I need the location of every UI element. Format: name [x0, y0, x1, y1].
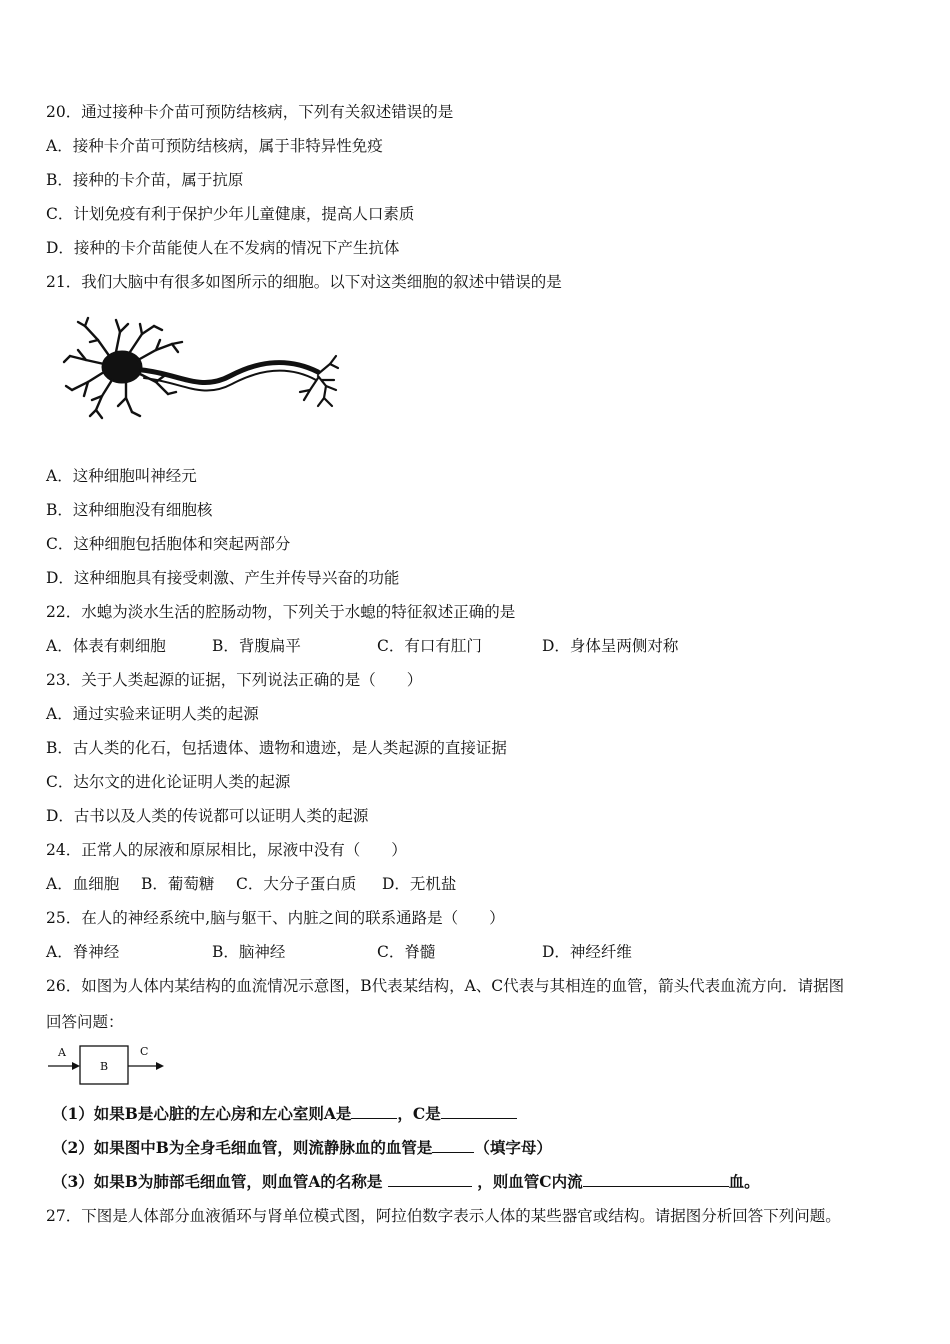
q24-option-a[interactable]: A．血细胞 — [46, 875, 120, 893]
q25-option-d[interactable]: D．神经纤维 — [542, 943, 632, 961]
q23-option-b[interactable]: B．古人类的化石，包括遗体、遗物和遗迹，是人类起源的直接证据 — [46, 739, 507, 757]
q26-sub1-blank-c[interactable] — [441, 1104, 517, 1119]
q26-stem-line2: 回答问题： — [46, 1013, 124, 1031]
q27-stem: 27．下图是人体部分血液循环与肾单位模式图，阿拉伯数字表示人体的某些器官或结构。请据图分析回答下列问题。 — [46, 1207, 841, 1225]
q21-option-c[interactable]: C．这种细胞包括胞体和突起两部分 — [46, 535, 291, 553]
q22-options-row — [46, 636, 906, 656]
q26-sub3-blank-c[interactable] — [583, 1172, 729, 1187]
q21-option-a[interactable]: A．这种细胞叫神经元 — [46, 467, 197, 485]
q24-stem: 24．正常人的尿液和原尿相比，尿液中没有（ ） — [46, 841, 407, 859]
q21-option-d[interactable]: D．这种细胞具有接受刺激、产生并传导兴奋的功能 — [46, 569, 400, 587]
q24-option-d[interactable]: D．无机盐 — [382, 875, 457, 893]
arrow-c-head — [156, 1062, 164, 1070]
q24-option-b[interactable]: B．葡萄糖 — [141, 875, 215, 893]
q24-options-row — [46, 874, 906, 894]
q20-option-d[interactable]: D．接种的卡介苗能使人在不发病的情况下产生抗体 — [46, 239, 400, 257]
q21-option-b[interactable]: B．这种细胞没有细胞核 — [46, 501, 213, 519]
q26-sub3 — [52, 1172, 760, 1192]
q26-sub3-middle: ，则血管C内流 — [477, 1172, 583, 1191]
q22-option-d[interactable]: D．身体呈两侧对称 — [542, 637, 679, 655]
q24-option-c[interactable]: C．大分子蛋白质 — [236, 875, 357, 893]
q26-sub1-prefix: （1）如果B是心脏的左心房和左心室则A是 — [52, 1104, 352, 1123]
q22-stem: 22．水螅为淡水生活的腔肠动物，下列关于水螅的特征叙述正确的是 — [46, 603, 516, 621]
q26-sub3-suffix: 血。 — [728, 1172, 760, 1191]
q22-option-b[interactable]: B．背腹扁平 — [212, 637, 301, 655]
q26-sub2-suffix: （填字母） — [474, 1138, 552, 1157]
q25-option-a[interactable]: A．脊神经 — [46, 943, 120, 961]
q23-option-a[interactable]: A．通过实验来证明人类的起源 — [46, 705, 259, 723]
q25-stem: 25．在人的神经系统中,脑与躯干、内脏之间的联系通路是（ ） — [46, 909, 505, 927]
blood-flow-diagram — [46, 1040, 171, 1090]
neuron-figure — [60, 312, 350, 432]
label-b: B — [100, 1060, 109, 1073]
q23-option-c[interactable]: C．达尔文的进化论证明人类的起源 — [46, 773, 291, 791]
arrow-a-head — [72, 1062, 80, 1070]
q20-option-c[interactable]: C．计划免疫有利于保护少年儿童健康，提高人口素质 — [46, 205, 415, 223]
q23-option-d[interactable]: D．古书以及人类的传说都可以证明人类的起源 — [46, 807, 369, 825]
label-a: A — [58, 1046, 66, 1059]
q25-option-c[interactable]: C．脊髓 — [377, 943, 436, 961]
q20-option-b[interactable]: B．接种的卡介苗，属于抗原 — [46, 171, 244, 189]
q20-stem: 20．通过接种卡介苗可预防结核病，下列有关叙述错误的是 — [46, 103, 454, 121]
q26-sub2-blank[interactable] — [432, 1138, 474, 1153]
q21-stem: 21．我们大脑中有很多如图所示的细胞。以下对这类细胞的叙述中错误的是 — [46, 273, 562, 291]
q26-sub1-blank-a[interactable] — [351, 1104, 397, 1119]
q26-sub1 — [52, 1104, 517, 1124]
q26-sub2-prefix: （2）如果图中B为全身毛细血管，则流静脉血的血管是 — [52, 1138, 433, 1157]
q26-sub1-middle: ，C是 — [397, 1104, 441, 1123]
q25-options-row — [46, 942, 906, 962]
q26-stem-line1: 26．如图为人体内某结构的血流情况示意图，B代表某结构，A、C代表与其相连的血管，箭头代表血流方向．请据图 — [46, 977, 845, 995]
label-c: C — [140, 1045, 149, 1058]
q26-sub2 — [52, 1138, 552, 1158]
q23-stem: 23．关于人类起源的证据，下列说法正确的是（ ） — [46, 671, 423, 689]
q26-sub3-blank-a[interactable] — [388, 1172, 472, 1187]
q20-option-a[interactable]: A．接种卡介苗可预防结核病，属于非特异性免疫 — [46, 137, 383, 155]
q25-option-b[interactable]: B．脑神经 — [212, 943, 286, 961]
q22-option-a[interactable]: A．体表有刺细胞 — [46, 637, 166, 655]
q26-sub3-prefix: （3）如果B为肺部毛细血管，则血管A的名称是 — [52, 1172, 383, 1191]
q22-option-c[interactable]: C．有口有肛门 — [377, 637, 482, 655]
